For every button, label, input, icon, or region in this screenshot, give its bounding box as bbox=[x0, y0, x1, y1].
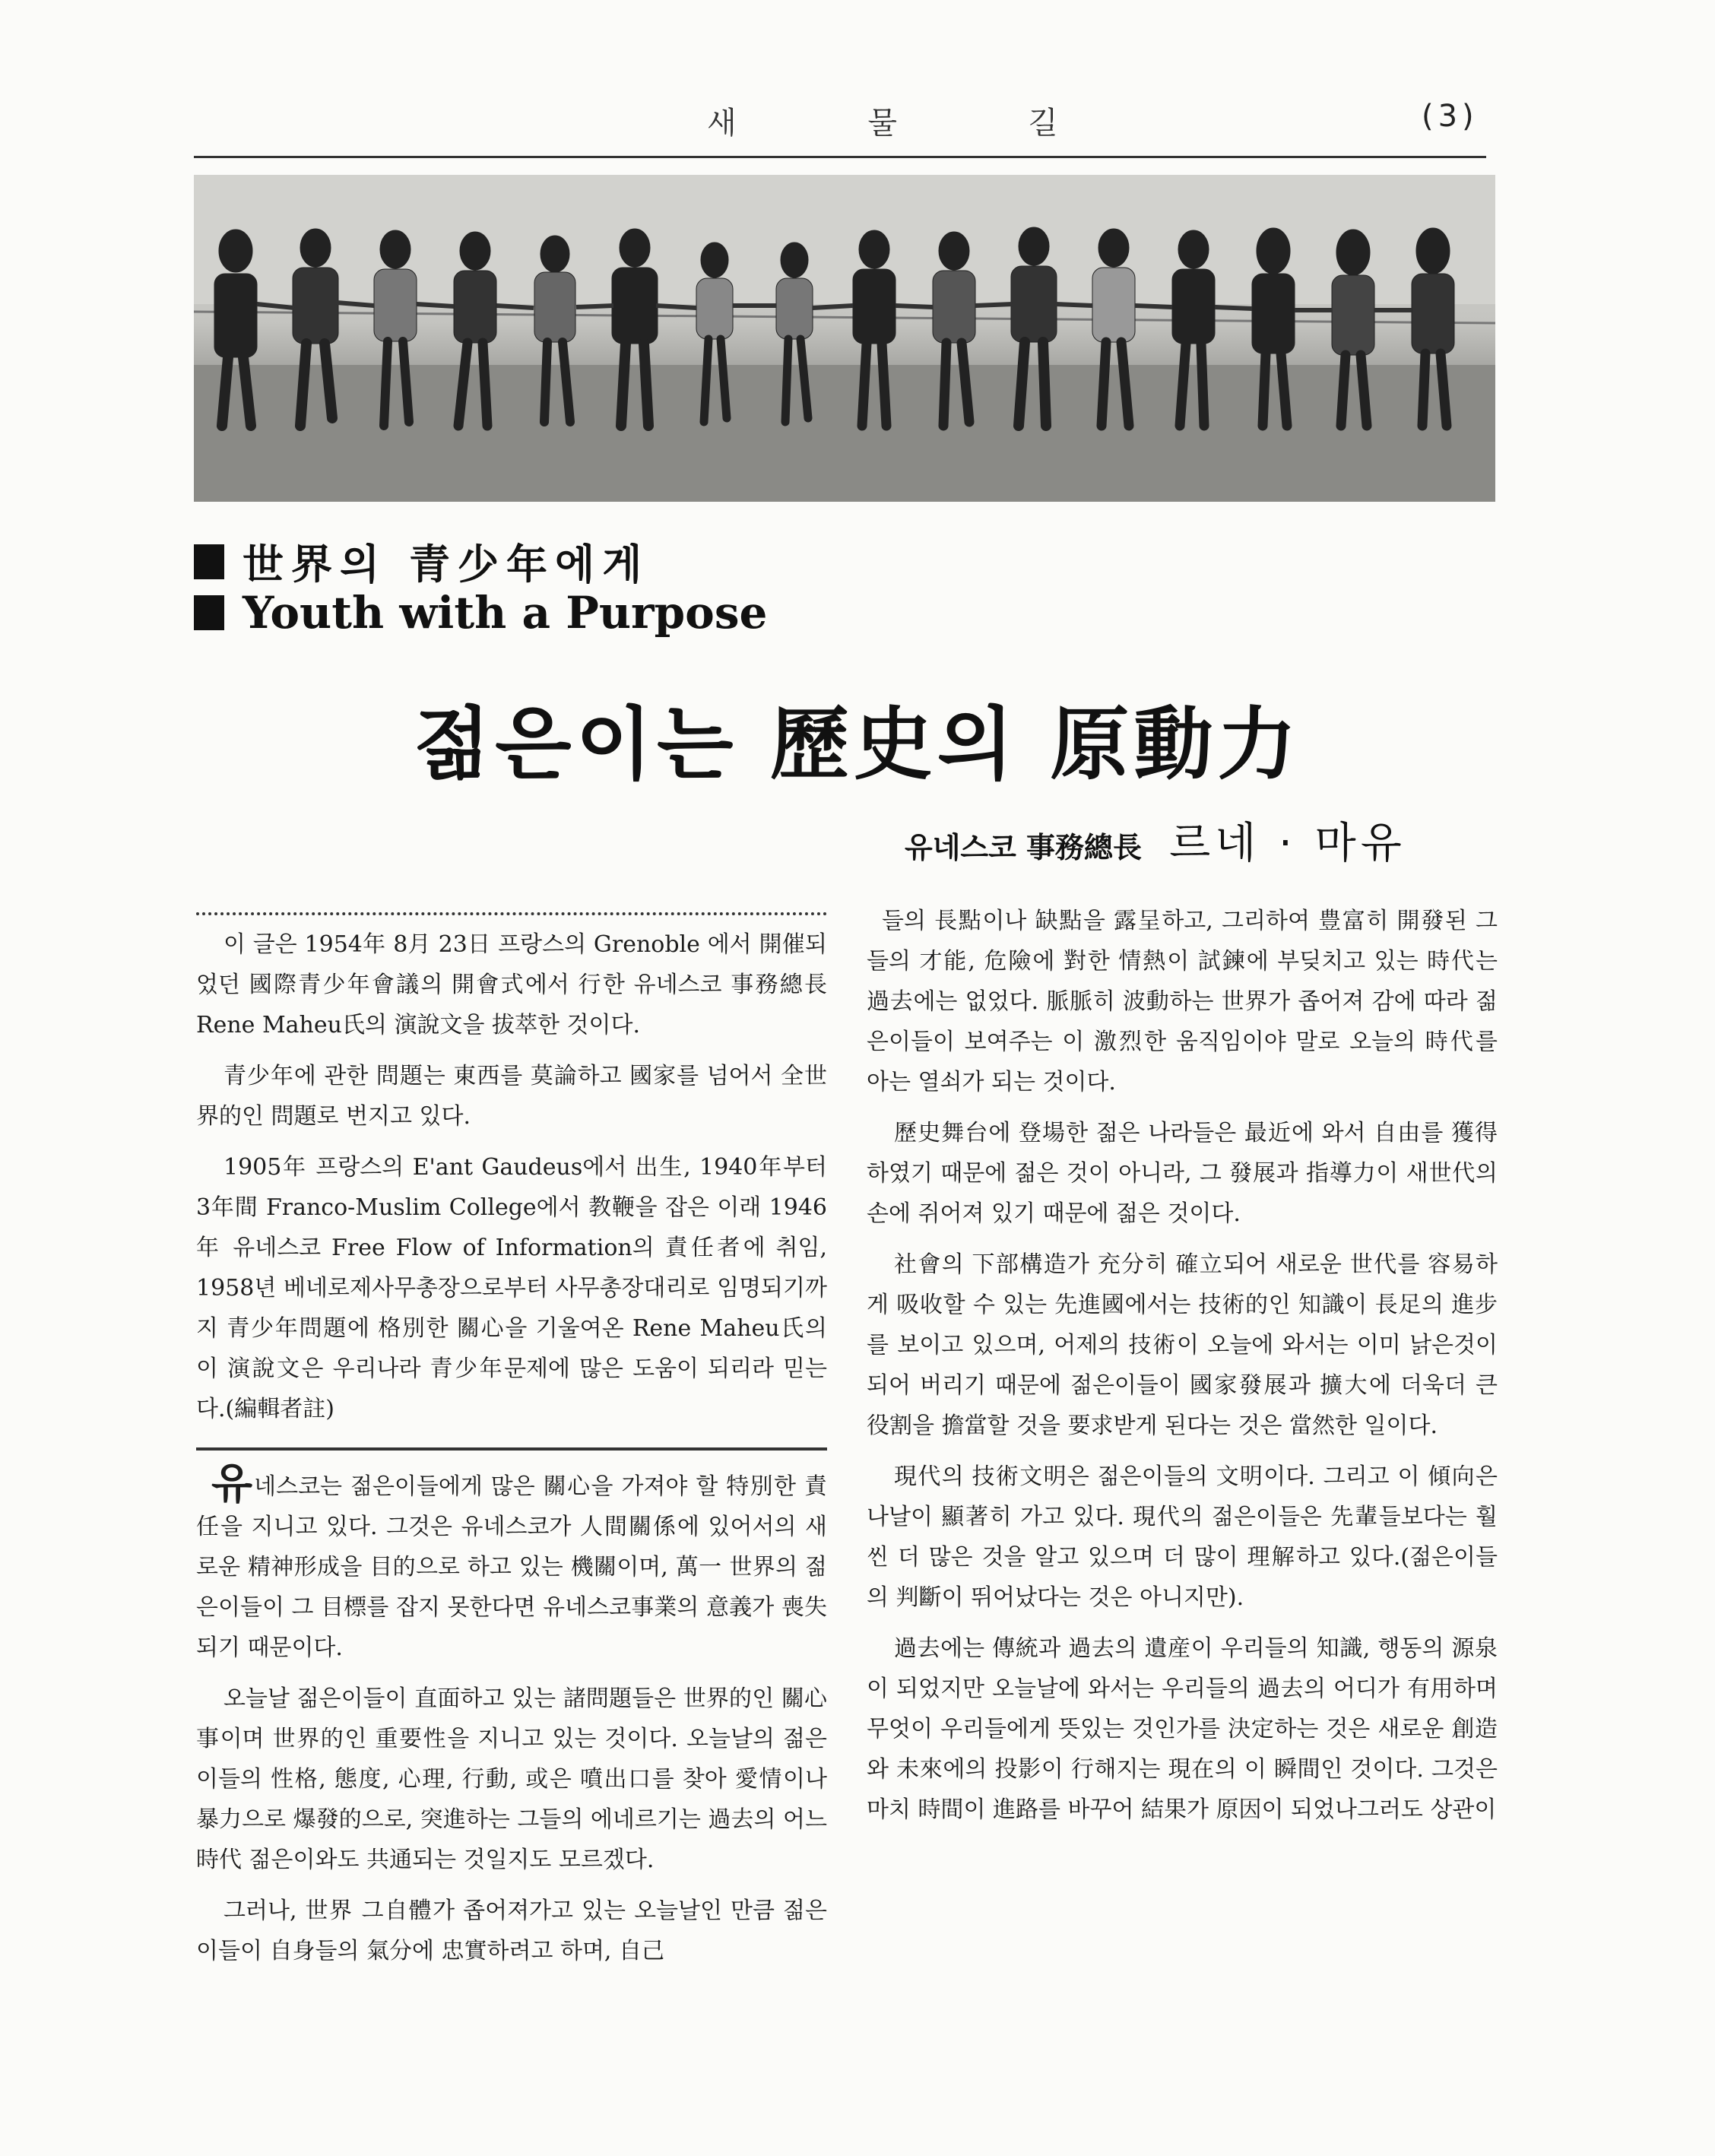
editor-note-paragraph: 이 글은 1954年 8月 23日 프랑스의 Grenoble 에서 開催되었던 國際青少年會議의 開會式에서 行한 유네스코 事務總長 Rene Maheu氏의 演說文을 拔萃한 것이다. bbox=[196, 931, 827, 1038]
body-paragraph: 社會의 下部構造가 充分히 確立되어 새로운 世代를 容易하게 吸收할 수 있는 先進國에서는 技術的인 知識이 長足의 進步를 보이고 있으며, 어제의 技術이 오늘에 와서는 이미 낡은것이 되어 버리기 때문에 젊은이들이 國家發展과 擴大에 더욱더 큰 役割을 擔當할 것을 要求받게 된다는 것은 當然한 일이다. bbox=[867, 1251, 1498, 1439]
kicker-english bbox=[194, 587, 767, 639]
body-paragraph bbox=[196, 1459, 827, 1668]
body-paragraph: 歷史舞台에 登場한 젊은 나라들은 最近에 와서 自由를 獲得하였기 때문에 젊은 것이 아니라, 그 發展과 指導力이 새世代의 손에 쥐어져 있기 때문에 젊은 것이다. bbox=[867, 1120, 1498, 1227]
editor-note-paragraph: 青少年에 관한 問題는 東西를 莫論하고 國家를 넘어서 全世界的인 問題로 번지고 있다. bbox=[196, 1063, 827, 1130]
byline bbox=[905, 810, 1406, 870]
byline-org: 유네스코 事務總長 bbox=[905, 831, 1143, 864]
kicker-english-text: Youth with a Purpose bbox=[243, 587, 768, 639]
right-column bbox=[867, 901, 1498, 1841]
header-rule bbox=[194, 156, 1486, 158]
kicker-korean-text: 世界의 青少年에게 bbox=[243, 541, 650, 588]
body-paragraph-text: 네스코는 젊은이들에게 많은 關心을 가져야 할 特別한 責任을 지니고 있다. 그것은 유네스코가 人間關係에 있어서의 새로운 精神形成을 目的으로 하고 있는 機關이며, 萬一 世界의 젊은이들이 그 目標를 잡지 못한다면 유네스코事業의 意義가 喪失되기 때문이다. bbox=[196, 1473, 827, 1661]
dotted-rule bbox=[196, 912, 827, 915]
publication-name: 새 물 길 bbox=[707, 106, 1119, 141]
body-paragraph: 들의 長點이나 缺點을 露呈하고, 그리하여 豊富히 開發된 그들의 才能, 危險에 對한 情熱이 試鍊에 부딪치고 있는 時代는 過去에는 없었다. 脈脈히 波動하는 世界가 좁어져 감에 따라 젊은이들이 보여주는 이 激烈한 움직임이야 말로 오늘의 時代를 아는 열쇠가 되는 것이다. bbox=[867, 908, 1498, 1095]
body-paragraph: 過去에는 傳統과 過去의 遺産이 우리들의 知識, 행동의 源泉이 되었지만 오늘날에 와서는 우리들의 過去의 어디가 有用하며 무엇이 우리들에게 뜻있는 것인가를 決定하는 것은 새로운 創造와 未來에의 投影이 行해지는 現在의 이 瞬間인 것이다. 그것은 마치 時間이 進路를 바꾸어 結果가 原因이 되었나그러도 상관이 bbox=[867, 1635, 1498, 1823]
editor-note-paragraph: 1905年 프랑스의 E'ant Gaudeus에서 出生, 1940年부터 3年間 Franco-Muslim College에서 教鞭을 잡은 이래 1946年 유네스코 Free Flow of Information의 責任者에 취임, 1958년 베네로제사무총장으로부터 사무총장대리로 임명되기까지 青少年問題에 格別한 關心을 기울여온 Rene Maheu氏의 이 演說文은 우리나라 青少年문제에 많은 도움이 되리라 믿는다.(編輯者註) bbox=[196, 1154, 827, 1422]
drop-cap: 유 bbox=[211, 1459, 253, 1509]
body-left bbox=[196, 1459, 827, 1971]
square-bullet-icon bbox=[194, 595, 224, 630]
body-paragraph: 오늘날 젊은이들이 直面하고 있는 諸問題들은 世界的인 關心事이며 世界的인 重要性을 지니고 있는 것이다. 오늘날의 젊은이들의 性格, 態度, 心理, 行動, 或은 噴出口를 찾아 愛情이나 暴力으로 爆發的으로, 突進하는 그들의 에네르기는 過去의 어느時代 젊은이와도 共通되는 것일지도 모르겠다. bbox=[196, 1685, 827, 1873]
body-right bbox=[867, 901, 1498, 1830]
left-column bbox=[196, 912, 827, 1982]
kicker-korean bbox=[194, 532, 649, 591]
article-title: 젊은이는 歷史의 原動力 bbox=[414, 697, 1301, 791]
byline-author: 르네 · 마유 bbox=[1169, 819, 1406, 868]
photo-illustration bbox=[194, 175, 1495, 502]
editor-note bbox=[196, 924, 827, 1451]
body-paragraph: 現代의 技術文明은 젊은이들의 文明이다. 그리고 이 傾向은 나날이 顯著히 가고 있다. 現代의 젊은이들은 先輩들보다는 훨씬 더 많은 것을 알고 있으며 더 많이 理解하고 있다.(젊은이들의 判斷이 뛰어났다는 것은 아니지만). bbox=[867, 1463, 1498, 1611]
page-number: (3) bbox=[1422, 99, 1479, 134]
square-bullet-icon bbox=[194, 544, 224, 579]
photo-young-people-holding-hands bbox=[194, 175, 1495, 502]
body-paragraph: 그러나, 世界 그自體가 좁어져가고 있는 오늘날인 만큼 젊은이들이 自身들의 氣分에 忠實하려고 하며, 自己 bbox=[196, 1898, 827, 1964]
